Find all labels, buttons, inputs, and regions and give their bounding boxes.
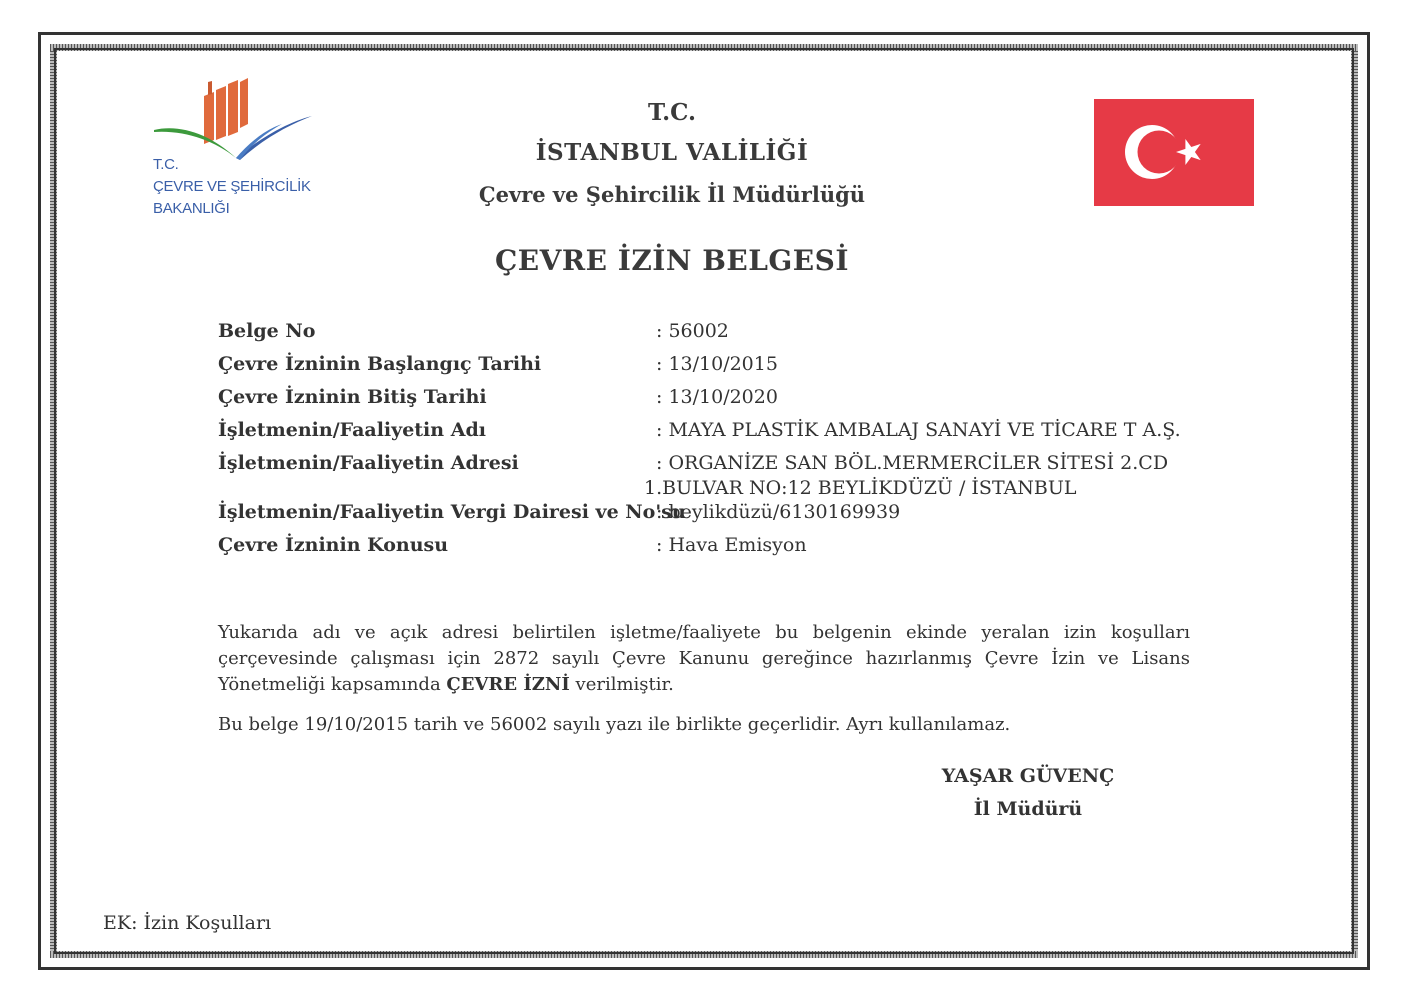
logo-text-line1: T.C. [153,156,179,173]
field-row-tax-office [218,497,1268,530]
field-value: : MAYA PLASTİK AMBALAJ SANAYİ VE TİCARE T A.Ş. [656,419,1181,441]
turkish-flag-icon [1094,99,1254,206]
permit-statement-emphasis: ÇEVRE İZNİ [446,674,570,695]
header-governorship: İSTANBUL VALİLİĞİ [535,139,809,166]
ministry-logo [150,78,330,228]
permit-statement [218,620,1190,698]
field-row-end-date [218,382,1268,415]
document-title: ÇEVRE İZİN BELGESİ [495,244,849,277]
certificate-fields [218,316,1268,563]
annex-note: EK: İzin Koşulları [103,912,272,934]
field-value: : 13/10/2020 [656,386,778,408]
field-row-permit-subject [218,530,1268,563]
field-value-address [644,448,1169,501]
address-line1: : ORGANİZE SAN BÖL.MERMERCİLER SİTESİ 2.CD [656,452,1169,474]
logo-text-line3: BAKANLIĞI [153,200,230,217]
field-label: İşletmenin/Faaliyetin Adı [218,419,486,441]
field-row-business-address [218,448,1268,497]
signatory-title: İl Müdürü [973,798,1083,820]
header-country: T.C. [647,99,697,126]
permit-statement-end: verilmiştir. [569,674,674,695]
field-label: Çevre İzninin Konusu [218,534,449,556]
field-label: Çevre İzninin Başlangıç Tarihi [218,353,542,375]
field-label: Çevre İzninin Bitiş Tarihi [218,386,487,408]
field-label: Belge No [218,320,316,342]
field-value: : Hava Emisyon [656,534,807,556]
field-value: : beylikdüzü/6130169939 [656,501,901,523]
field-value: : 56002 [656,320,729,342]
signature-block [908,760,1148,826]
field-row-business-name [218,415,1268,448]
field-label: İşletmenin/Faaliyetin Adresi [218,452,519,474]
permit-statement-text: Yukarıda adı ve açık adresi belirtilen işletme/faaliyete bu belgenin ekinde yeralan izin koşulları çerçevesinde çalışması için 2872 sayılı Çevre Kanunu gereğince hazırlanmış Çevre İzin ve Lisans Yönetmeliği kapsamında [218,622,1190,695]
field-label: İşletmenin/Faaliyetin Vergi Dairesi ve No'su [218,501,686,523]
address-line2: 1.BULVAR NO:12 BEYLİKDÜZÜ / İSTANBUL [644,477,1077,499]
field-value: : 13/10/2015 [656,353,778,375]
logo-text-line2: ÇEVRE VE ŞEHİRCİLİK [153,178,311,195]
field-row-document-no [218,316,1268,349]
issuer-header [440,98,904,210]
signatory-name: YAŞAR GÜVENÇ [941,765,1115,787]
field-row-start-date [218,349,1268,382]
validity-note: Bu belge 19/10/2015 tarih ve 56002 sayılı yazı ile birlikte geçerlidir. Ayrı kullanılamaz. [218,714,1011,735]
header-directorate: Çevre ve Şehircilik İl Müdürlüğü [478,182,866,207]
ministry-logo-text [153,154,311,220]
